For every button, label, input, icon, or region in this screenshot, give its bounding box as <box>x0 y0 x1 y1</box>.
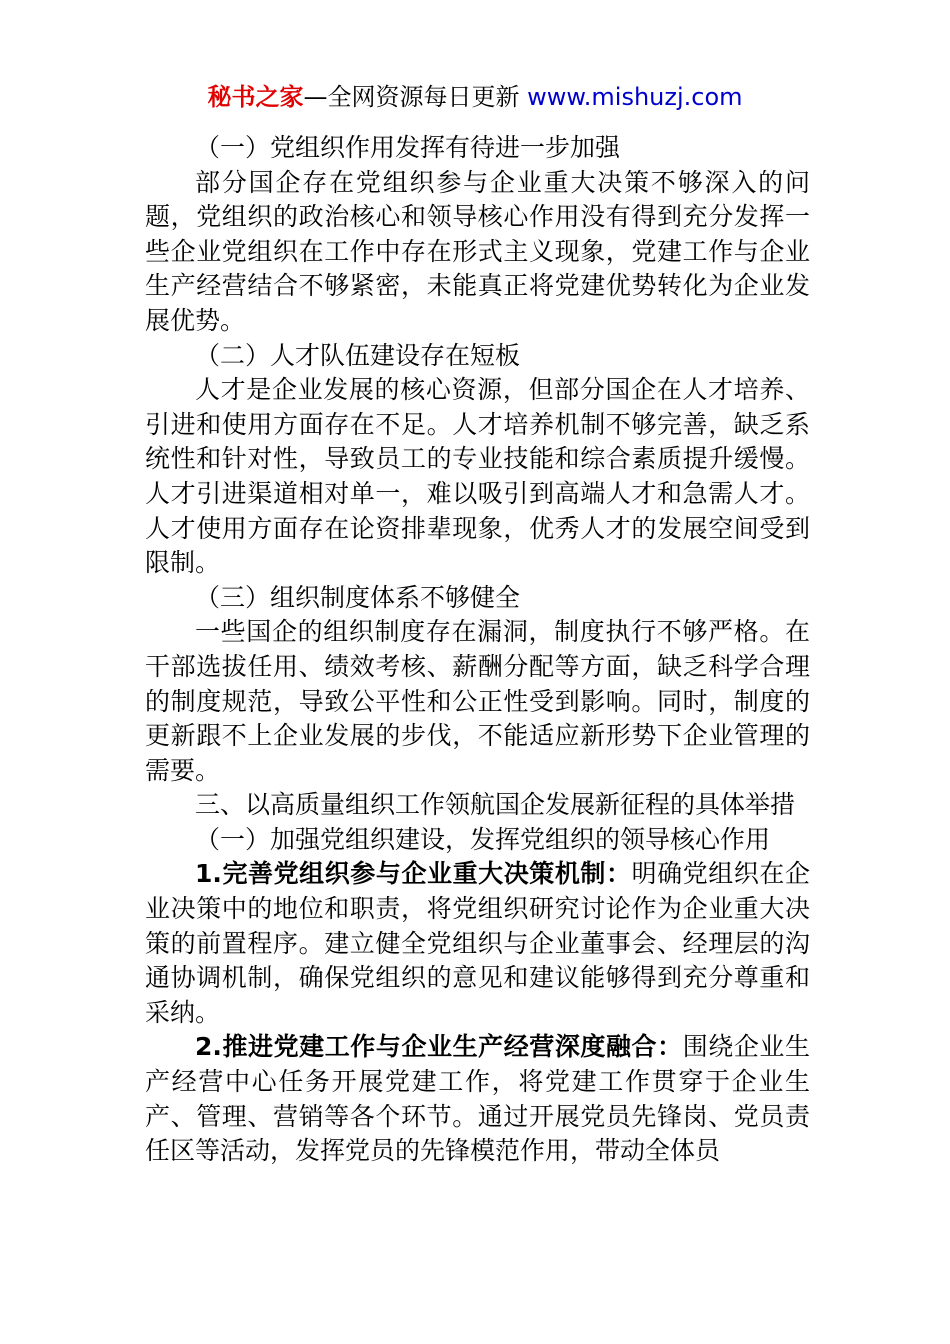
header-site-link[interactable]: www.mishuzj.com <box>519 83 743 111</box>
section-heading-4: 三、以高质量组织工作领航国企发展新征程的具体举措 <box>195 790 796 820</box>
document-body <box>145 131 810 1169</box>
paragraph-2: 人才是企业发展的核心资源，但部分国企在人才培养、引进和使用方面存在不足。人才培养机制不够完善，缺乏系统性和针对性，导致员工的专业技能和综合素质提升缓慢。人才引进渠道相对单一，难以吸引到高端人才和急需人才。人才使用方面存在论资排辈现象，优秀人才的发展空间受到限制。 <box>145 375 810 578</box>
section-heading-3: （三）组织制度体系不够健全 <box>195 582 521 612</box>
paragraph-1: 部分国企存在党组织参与企业重大决策不够深入的问题，党组织的政治核心和领导核心作用没有得到充分发挥一些企业党组织在工作中存在形式主义现象，党建工作与企业生产经营结合不够紧密，未能真正将党建优势转化为企业发展优势。 <box>145 167 810 335</box>
paragraph-4-lead: 1.完善党组织参与企业重大决策机制： <box>195 859 632 889</box>
paragraph-5-lead: 2.推进党建工作与企业生产经营深度融合： <box>195 1032 683 1062</box>
section-heading-5: （一）加强党组织建设，发挥党组织的领导核心作用 <box>195 824 771 854</box>
section-heading-2: （二）人才队伍建设存在短板 <box>195 340 521 370</box>
paragraph-4-text: 明确党组织在企业决策中的地位和职责，将党组织研究讨论作为企业重大决策的前置程序。建立健全党组织与企业董事会、经理层的沟通协调机制，确保党组织的意见和建议能够得到充分尊重和采纳。 <box>145 859 810 1027</box>
page-header <box>0 80 950 114</box>
paragraph-4 <box>145 857 810 1030</box>
section-heading-1: （一）党组织作用发挥有待进一步加强 <box>195 133 621 162</box>
header-brand: 秘书之家 <box>207 83 304 111</box>
paragraph-5 <box>145 1030 810 1168</box>
header-tagline: —全网资源每日更新 <box>303 83 520 111</box>
paragraph-5-text: 围绕企业生产经营中心任务开展党建工作，将党建工作贯穿于企业生产、管理、营销等各个环节。通过开展党员先锋岗、党员责任区等活动，发挥党员的先锋模范作用，带动全体员 <box>145 1032 810 1166</box>
paragraph-3: 一些国企的组织制度存在漏洞，制度执行不够严格。在干部选拔任用、绩效考核、薪酬分配等方面，缺乏科学合理的制度规范，导致公平性和公正性受到影响。同时，制度的更新跟不上企业发展的步伐，不能适应新形势下企业管理的需要。 <box>145 617 810 785</box>
